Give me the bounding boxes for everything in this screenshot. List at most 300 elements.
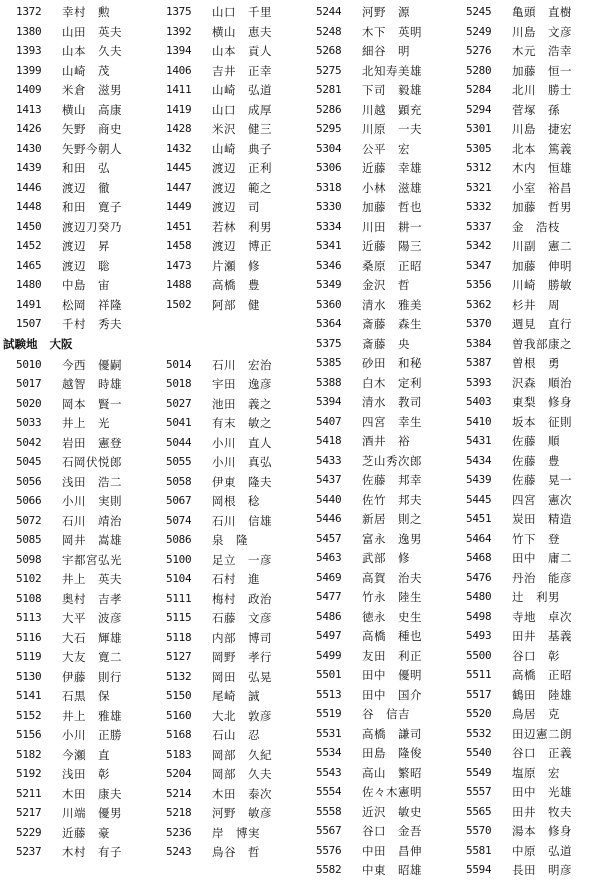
candidate-name: 石川 信雄 — [212, 513, 272, 528]
candidate-name: 米倉 滋男 — [62, 83, 122, 97]
exam-number: 1393 — [16, 44, 42, 57]
list-item — [150, 100, 300, 120]
list-item — [450, 22, 600, 42]
exam-number: 5403 — [466, 395, 492, 408]
candidate-name: 中原 弘道 — [512, 843, 572, 858]
candidate-name: 片瀬 修 — [212, 258, 260, 273]
list-item — [150, 2, 300, 22]
list-item — [150, 725, 300, 745]
candidate-name: 和田 弘 — [62, 161, 110, 175]
list-item — [150, 764, 300, 784]
list-item — [150, 394, 300, 414]
exam-number: 5468 — [466, 551, 492, 564]
list-item — [300, 314, 450, 334]
list-item — [150, 413, 300, 433]
candidate-name: 尾崎 誠 — [212, 689, 260, 703]
candidate-name: 横山 恵夫 — [212, 24, 272, 39]
candidate-name: 宇都宮弘光 — [62, 552, 122, 567]
exam-number: 5554 — [316, 785, 342, 798]
candidate-name: 中島 宙 — [62, 278, 110, 292]
candidate-name: 加藤 恒一 — [512, 63, 572, 78]
exam-number: 5152 — [16, 708, 42, 722]
exam-number: 5229 — [16, 825, 42, 839]
list-item — [0, 413, 150, 433]
exam-number: 5017 — [16, 377, 42, 390]
exam-number: 1445 — [166, 161, 192, 174]
candidate-name: 高橋 謙司 — [362, 726, 422, 741]
list-item — [300, 353, 450, 373]
list-item — [0, 256, 150, 276]
candidate-name: 公平 宏 — [362, 141, 410, 156]
exam-number: 5576 — [316, 843, 342, 857]
exam-number: 5337 — [466, 219, 492, 233]
exam-number: 5100 — [166, 552, 192, 566]
list-item — [150, 139, 300, 159]
list-item — [450, 587, 600, 607]
list-item — [300, 61, 450, 81]
list-item — [150, 647, 300, 667]
list-item — [450, 353, 600, 373]
candidate-name: 田井 牧夫 — [512, 804, 572, 819]
candidate-name: 高橋 種也 — [362, 629, 422, 643]
exam-number: 5500 — [466, 648, 492, 662]
candidate-name: 谷口 金吾 — [362, 824, 422, 838]
candidate-name: 友田 利正 — [362, 648, 422, 663]
list-item — [450, 607, 600, 627]
exam-number: 1473 — [166, 258, 192, 272]
exam-number: 5150 — [166, 689, 192, 702]
candidate-name: 山口 成厚 — [212, 102, 272, 117]
list-item — [0, 686, 150, 706]
list-item — [300, 568, 450, 588]
exam-number: 5192 — [16, 767, 42, 780]
exam-number: 5276 — [466, 44, 492, 57]
list-item — [0, 41, 150, 61]
candidate-name: 曽我部康之 — [512, 336, 572, 351]
exam-number: 5388 — [316, 375, 342, 389]
list-item — [0, 100, 150, 120]
exam-number: 5301 — [466, 122, 492, 135]
list-item — [0, 472, 150, 492]
exam-number: 5463 — [316, 551, 342, 564]
exam-number: 5044 — [166, 435, 192, 449]
list-item — [300, 607, 450, 627]
candidate-name: 高橋 豊 — [212, 278, 260, 292]
list-item — [0, 569, 150, 589]
list-item — [0, 433, 150, 453]
list-item — [300, 704, 450, 724]
list-item — [150, 178, 300, 198]
exam-number: 5018 — [166, 377, 192, 390]
exam-number: 5437 — [316, 473, 342, 486]
candidate-name: 清水 雅美 — [362, 297, 422, 312]
candidate-name: 川島 文彦 — [512, 24, 572, 39]
list-item — [450, 119, 600, 139]
candidate-name: 田中 光雄 — [512, 785, 572, 799]
exam-number: 5130 — [16, 669, 42, 683]
exam-number: 5531 — [316, 726, 342, 740]
exam-number: 5074 — [166, 513, 192, 527]
column-1 — [0, 0, 150, 859]
list-item — [300, 451, 450, 471]
list-item — [0, 764, 150, 784]
candidate-name: 阿部 健 — [212, 297, 260, 312]
candidate-name: 丹治 能彦 — [512, 570, 572, 585]
exam-number: 5067 — [166, 494, 192, 507]
candidate-name: 石村 進 — [212, 572, 260, 586]
candidate-name: 沢森 順治 — [512, 375, 572, 390]
exam-number: 1375 — [166, 5, 192, 18]
candidate-name: 岸 博実 — [212, 825, 260, 840]
list-item — [150, 608, 300, 628]
list-item — [0, 706, 150, 726]
candidate-name: 酒井 裕 — [362, 434, 410, 448]
list-item — [450, 802, 600, 822]
list-item — [450, 158, 600, 178]
candidate-name: 下司 毅雄 — [362, 83, 422, 97]
candidate-name: 桑原 正昭 — [362, 258, 422, 273]
exam-number: 5217 — [16, 806, 42, 819]
candidate-name: 山田 英夫 — [62, 24, 122, 39]
candidate-name: 山口 千里 — [212, 5, 272, 19]
exam-number: 5010 — [16, 357, 42, 371]
exam-number: 5499 — [316, 648, 342, 662]
list-item — [150, 589, 300, 609]
exam-number: 5493 — [466, 629, 492, 642]
exam-number: 5543 — [316, 765, 342, 779]
candidate-name: 小川 直人 — [212, 435, 272, 450]
exam-number: 5020 — [16, 396, 42, 410]
list-item — [150, 569, 300, 589]
candidate-name: 宇田 逸彦 — [212, 377, 272, 391]
candidate-name: 田中 国介 — [362, 687, 422, 702]
candidate-name: 岡野 孝行 — [212, 650, 272, 664]
candidate-name: 山本 貢人 — [212, 44, 272, 58]
exam-number: 5342 — [466, 239, 492, 252]
list-item — [300, 80, 450, 100]
exam-number: 5168 — [166, 728, 192, 741]
exam-number: 5116 — [16, 630, 42, 644]
candidate-name: 長田 明彦 — [512, 863, 572, 877]
list-item — [450, 80, 600, 100]
candidate-name: 鳥居 克 — [512, 707, 560, 721]
exam-number: 5393 — [466, 375, 492, 389]
exam-number: 5118 — [166, 630, 192, 644]
list-item — [0, 628, 150, 648]
list-item — [150, 842, 300, 862]
exam-number: 5204 — [166, 767, 192, 780]
candidate-name: 若林 利男 — [212, 219, 272, 234]
candidate-name: 砂田 和秘 — [362, 356, 422, 370]
list-item — [300, 256, 450, 276]
list-item — [0, 61, 150, 81]
exam-number: 1447 — [166, 180, 192, 194]
list-item — [300, 802, 450, 822]
candidate-name: 湯本 修身 — [512, 824, 572, 838]
exam-number: 5214 — [166, 786, 192, 800]
list-item — [300, 743, 450, 763]
exam-number: 1426 — [16, 122, 42, 135]
candidate-name: 近沢 敏史 — [362, 804, 422, 819]
exam-number: 5104 — [166, 572, 192, 585]
exam-number: 5086 — [166, 533, 192, 546]
exam-number: 5387 — [466, 356, 492, 369]
candidate-name: 中田 昌伸 — [362, 843, 422, 858]
exam-number: 5244 — [316, 5, 342, 18]
candidate-name: 白木 定利 — [362, 375, 422, 390]
candidate-name: 富永 逸男 — [362, 531, 422, 546]
exam-number: 5360 — [316, 297, 342, 311]
exam-number: 5014 — [166, 357, 192, 371]
list-item — [0, 491, 150, 511]
list-item — [300, 665, 450, 685]
exam-number: 5511 — [466, 668, 492, 681]
exam-number: 1432 — [166, 141, 192, 155]
list-item — [450, 451, 600, 471]
list-item — [0, 178, 150, 198]
list-item — [300, 2, 450, 22]
list-item — [300, 509, 450, 529]
list-item — [0, 647, 150, 667]
candidate-name: 石山 忍 — [212, 728, 260, 742]
candidate-name: 北知寿美雄 — [362, 63, 422, 78]
candidate-name: 山崎 弘道 — [212, 83, 272, 97]
list-item — [450, 685, 600, 705]
candidate-name: 坂本 征則 — [512, 414, 572, 429]
candidate-name: 井上 雅雄 — [62, 708, 122, 723]
exam-number: 1449 — [166, 200, 192, 213]
exam-number: 5294 — [466, 102, 492, 116]
list-item — [450, 314, 600, 334]
candidate-name: 今瀬 直 — [62, 747, 110, 762]
candidate-name: 川端 優男 — [62, 806, 122, 820]
exam-number: 5280 — [466, 63, 492, 77]
exam-number: 5570 — [466, 824, 492, 837]
exam-number: 5306 — [316, 161, 342, 174]
exam-number: 5066 — [16, 494, 42, 507]
candidate-name: 内部 博司 — [212, 630, 272, 645]
exam-number: 5245 — [466, 5, 492, 18]
list-item — [0, 745, 150, 765]
exam-number: 5384 — [466, 336, 492, 350]
column-4 — [450, 0, 600, 877]
candidate-name: 横山 高康 — [62, 102, 122, 117]
exam-number: 5594 — [466, 863, 492, 876]
candidate-name: 小川 実則 — [62, 494, 122, 508]
list-item — [150, 823, 300, 843]
list-item — [450, 782, 600, 802]
list-item — [300, 763, 450, 783]
candidate-name: 米沢 健三 — [212, 122, 272, 136]
list-item — [0, 511, 150, 531]
candidate-name: 芝山秀次郎 — [362, 453, 422, 468]
candidate-name: 谷口 彰 — [512, 648, 560, 663]
list-item — [450, 236, 600, 256]
candidate-name: 佐々木憲明 — [362, 785, 422, 799]
exam-number: 1430 — [16, 141, 42, 155]
candidate-name: 加藤 哲也 — [362, 200, 422, 214]
candidate-name: 田井 基義 — [512, 629, 572, 643]
candidate-name: 佐藤 晃一 — [512, 473, 572, 487]
exam-number: 5356 — [466, 278, 492, 291]
exam-number: 5321 — [466, 180, 492, 194]
exam-number: 5418 — [316, 434, 342, 447]
exam-number: 5476 — [466, 570, 492, 584]
exam-number: 5347 — [466, 258, 492, 272]
candidate-name: 竹永 陸生 — [362, 590, 422, 604]
list-item — [150, 22, 300, 42]
exam-number: 5211 — [16, 786, 42, 800]
list-item — [450, 41, 600, 61]
exam-number: 5557 — [466, 785, 492, 798]
exam-number: 5334 — [316, 219, 342, 233]
list-item — [300, 685, 450, 705]
list-item — [300, 821, 450, 841]
exam-number: 5457 — [316, 531, 342, 545]
section-place: 大阪 — [49, 337, 73, 351]
list-item — [300, 431, 450, 451]
exam-number: 5407 — [316, 414, 342, 428]
list-item — [150, 275, 300, 295]
list-item — [0, 275, 150, 295]
list-item — [450, 470, 600, 490]
list-item — [300, 626, 450, 646]
list-item — [0, 394, 150, 414]
list-item — [0, 217, 150, 237]
list-item — [150, 217, 300, 237]
exam-number: 5498 — [466, 609, 492, 623]
list-item — [300, 295, 450, 315]
candidate-name: 近藤 幸雄 — [362, 161, 422, 175]
list-item — [450, 646, 600, 666]
list-item — [450, 217, 600, 237]
list-item — [450, 295, 600, 315]
list-item — [450, 529, 600, 549]
list-item — [150, 784, 300, 804]
exam-number: 5108 — [16, 591, 42, 605]
list-item — [0, 374, 150, 394]
exam-number: 5027 — [166, 396, 192, 410]
candidate-name: 佐藤 順 — [512, 434, 560, 448]
candidate-name: 川島 捷宏 — [512, 122, 572, 136]
candidate-name: 鶴田 陸雄 — [512, 687, 572, 702]
exam-number: 1446 — [16, 180, 42, 194]
candidate-name: 石岡伏悦郎 — [62, 455, 122, 469]
candidate-name: 小林 滋雄 — [362, 180, 422, 195]
candidate-name: 武部 修 — [362, 551, 410, 565]
candidate-name: 北本 篤義 — [512, 141, 572, 156]
exam-number: 1451 — [166, 219, 192, 233]
list-item — [150, 158, 300, 178]
list-item — [450, 431, 600, 451]
candidate-name: 井上 光 — [62, 416, 110, 430]
candidate-name: 四宮 憲次 — [512, 492, 572, 507]
candidate-name: 河野 敏彦 — [212, 806, 272, 820]
exam-number: 1394 — [166, 44, 192, 57]
exam-number: 5431 — [466, 434, 492, 447]
list-item — [150, 374, 300, 394]
candidate-name: 泉 隆 — [212, 533, 248, 547]
list-item — [300, 548, 450, 568]
candidate-name: 週見 直行 — [512, 317, 572, 331]
exam-number: 1439 — [16, 161, 42, 174]
candidate-name: 幸村 勲 — [62, 5, 110, 19]
exam-number: 1413 — [16, 102, 42, 116]
section-heading — [3, 334, 73, 354]
list-item — [0, 314, 150, 334]
candidate-name: 矢野 商史 — [62, 122, 122, 136]
list-item — [450, 724, 600, 744]
exam-number: 5249 — [466, 24, 492, 38]
exam-number: 5517 — [466, 687, 492, 701]
exam-number: 5041 — [166, 416, 192, 429]
list-item — [300, 470, 450, 490]
candidate-name: 岩田 憲登 — [62, 435, 122, 450]
list-item — [450, 763, 600, 783]
list-item — [0, 667, 150, 687]
candidate-name: 川越 顕充 — [362, 102, 422, 117]
list-item — [450, 704, 600, 724]
exam-number: 5268 — [316, 44, 342, 57]
candidate-name: 金沢 哲 — [362, 278, 410, 292]
list-item — [300, 841, 450, 861]
candidate-name: 高橋 正昭 — [512, 668, 572, 682]
exam-number: 5033 — [16, 416, 42, 429]
candidate-name: 小川 真弘 — [212, 455, 272, 469]
candidate-name: 山本 久夫 — [62, 44, 122, 58]
list-item — [150, 256, 300, 276]
exam-number: 5558 — [316, 804, 342, 818]
exam-number: 5439 — [466, 473, 492, 486]
list-item — [0, 550, 150, 570]
list-item — [0, 530, 150, 550]
candidate-name: 小室 裕昌 — [512, 180, 572, 195]
exam-number: 5486 — [316, 609, 342, 623]
candidate-name: 岡部 久紀 — [212, 747, 272, 762]
column-3 — [300, 0, 450, 877]
exam-number: 5115 — [166, 611, 192, 624]
candidate-name: 近藤 陽三 — [362, 239, 422, 253]
list-item — [450, 841, 600, 861]
exam-number: 5141 — [16, 689, 42, 702]
candidate-name: 河野 源 — [362, 5, 410, 19]
candidate-name: 田中 優明 — [362, 668, 422, 682]
exam-number: 5156 — [16, 728, 42, 741]
exam-number: 5243 — [166, 845, 192, 858]
candidate-name: 石藤 文彦 — [212, 611, 272, 625]
candidate-name: 有末 敏之 — [212, 416, 272, 430]
list-item — [150, 119, 300, 139]
column-2 — [150, 0, 300, 859]
candidate-name: 田島 隆俊 — [362, 746, 422, 760]
candidate-name: 高山 繁昭 — [362, 765, 422, 780]
list-item — [150, 628, 300, 648]
candidate-name: 大北 敦彦 — [212, 708, 272, 723]
exam-number: 5480 — [466, 590, 492, 603]
list-item — [0, 158, 150, 178]
list-item — [300, 529, 450, 549]
list-item — [150, 197, 300, 217]
exam-number: 5349 — [316, 278, 342, 291]
candidate-name: 川崎 勝敏 — [512, 278, 572, 292]
candidate-name: 梅村 政治 — [212, 591, 272, 606]
candidate-name: 石川 靖治 — [62, 513, 122, 528]
list-item — [450, 392, 600, 412]
candidate-name: 細谷 明 — [362, 44, 410, 58]
candidate-name: 加藤 伸明 — [512, 258, 572, 273]
candidate-name: 木田 康夫 — [62, 786, 122, 801]
exam-number: 5549 — [466, 765, 492, 779]
